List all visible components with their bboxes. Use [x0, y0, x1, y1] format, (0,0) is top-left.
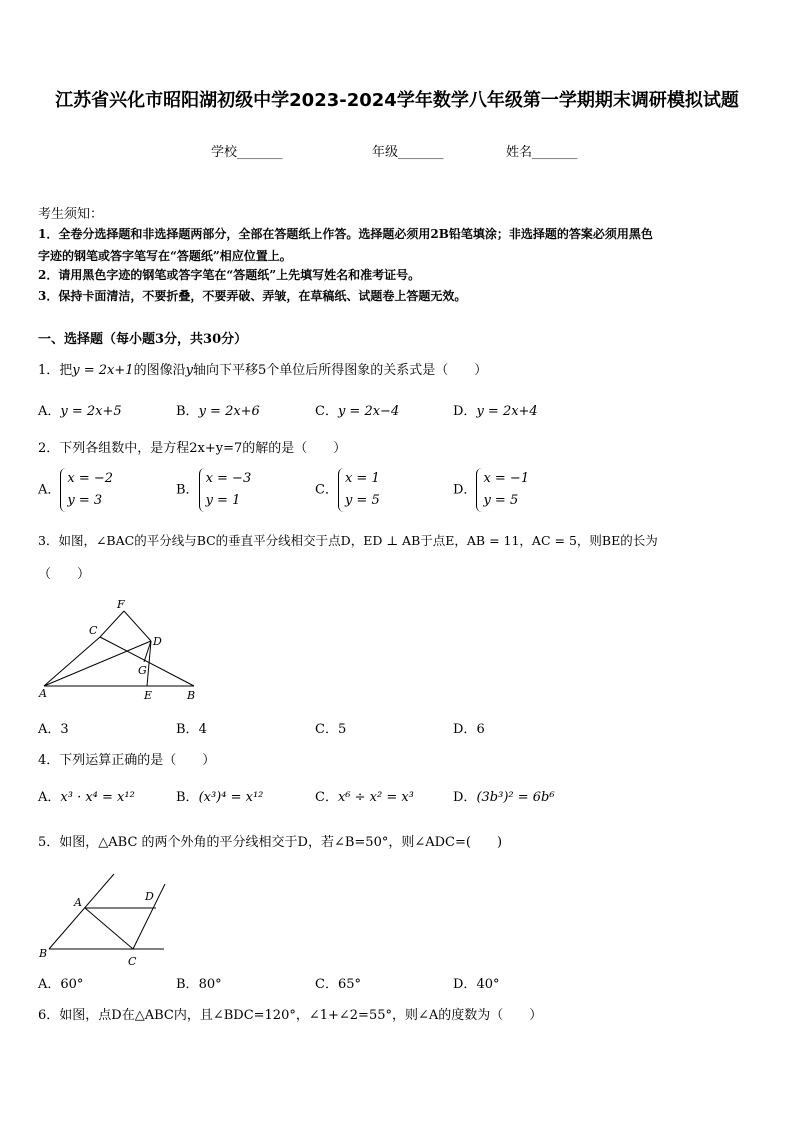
option-label: A． — [38, 482, 61, 498]
option-label: C． — [315, 790, 338, 805]
option-value: 60° — [60, 977, 84, 992]
q5-option-d[interactable] — [453, 973, 499, 992]
label-a: A — [74, 896, 82, 909]
option-label: B． — [176, 482, 199, 498]
question-5: 5．如图，△ABC 的两个外角的平分线相交于D，若∠B=50°，则∠ADC=( ) — [38, 835, 503, 850]
q3-figure — [36, 595, 206, 705]
segment-cf — [100, 611, 124, 637]
label-c: C — [89, 624, 98, 637]
system-line-1: x = 1 — [344, 471, 380, 486]
question-1 — [38, 359, 487, 378]
notice-item-3: 3．保持卡面清洁，不要折叠，不要弄破、弄皱，在草稿纸、试题卷上答题无效。 — [38, 289, 467, 303]
notice-heading: 考生须知： — [38, 207, 104, 222]
question-4: 4．下列运算正确的是（ ） — [38, 753, 216, 768]
q5-option-c[interactable] — [315, 973, 361, 992]
school-field: 学校_______ — [211, 145, 283, 160]
q4-option-d[interactable] — [453, 786, 555, 805]
question-6: 6．如图，点D在△ABC内，且∠BDC=120°，∠1+∠2=55°，则∠A的度数为（ ） — [38, 1008, 543, 1023]
label-f: F — [117, 598, 125, 611]
q1-var: y — [185, 363, 193, 378]
q5-figure — [36, 872, 176, 970]
label-a: A — [39, 687, 47, 700]
q4-option-a[interactable] — [38, 786, 135, 805]
line-ba-extended — [49, 874, 114, 949]
option-value: y = 2x−4 — [337, 404, 400, 419]
q3-option-d[interactable] — [453, 718, 485, 737]
system-line-2: y = 5 — [344, 493, 380, 508]
equation-system — [338, 468, 380, 512]
q5-option-b[interactable] — [176, 973, 222, 992]
option-label: D． — [453, 722, 477, 737]
segment-ac — [44, 637, 100, 686]
q3-option-a[interactable] — [38, 718, 69, 737]
q1-option-c[interactable] — [315, 400, 399, 419]
segment-ad — [44, 641, 151, 686]
system-line-2: y = 5 — [483, 493, 519, 508]
section-heading: 一、选择题（每小题3分，共30分） — [38, 332, 248, 347]
q4-option-c[interactable] — [315, 786, 414, 805]
q5-option-a[interactable] — [38, 973, 83, 992]
q2-option-a[interactable] — [38, 468, 113, 512]
segment-ac — [85, 908, 133, 949]
option-value: 4 — [198, 722, 207, 737]
option-label: B． — [176, 722, 199, 737]
q1-option-d[interactable] — [453, 400, 538, 419]
label-c: C — [128, 955, 137, 968]
q1-num: 1．把 — [38, 363, 73, 378]
q4-option-b[interactable] — [176, 786, 263, 805]
q2-option-d[interactable] — [453, 468, 529, 512]
equation-system — [199, 468, 252, 512]
label-d: D — [145, 890, 154, 903]
q1-tail: 轴向下平移5个单位后所得图象的关系式是（ ） — [192, 363, 488, 378]
option-value: 6 — [476, 722, 485, 737]
label-g: G — [138, 664, 147, 677]
option-label: A． — [38, 722, 61, 737]
equation-system — [476, 468, 529, 512]
option-label: D． — [453, 482, 477, 498]
option-label: C． — [315, 977, 338, 992]
equation-system — [60, 468, 113, 512]
option-value: 65° — [337, 977, 361, 992]
q1-option-b[interactable] — [176, 400, 260, 419]
option-value: (3b³)² = 6b⁶ — [476, 790, 555, 805]
option-value: 40° — [476, 977, 500, 992]
option-value: 5 — [337, 722, 347, 737]
system-line-2: y = 1 — [205, 493, 241, 508]
system-line-2: y = 3 — [67, 493, 103, 508]
option-label: B． — [176, 404, 199, 419]
option-value: (x³)⁴ = x¹² — [198, 790, 264, 805]
q1-option-a[interactable] — [38, 400, 122, 419]
segment-fd — [124, 611, 151, 641]
notice-item-1-cont: 字迹的钢笔或答字笔写在“答题纸”相应位置上。 — [38, 249, 292, 263]
option-label: C． — [315, 404, 338, 419]
label-e: E — [144, 689, 153, 702]
notice-item-2: 2．请用黑色字迹的钢笔或答字笔在“答题纸”上先填写姓名和准考证号。 — [38, 268, 421, 282]
option-value: y = 2x+5 — [60, 404, 122, 419]
question-3: 3．如图，∠BAC的平分线与BC的垂直平分线相交于点D，ED ⊥ AB于点E，AB = 11，AC = 5，则BE的长为 — [38, 533, 658, 548]
label-b: B — [39, 947, 48, 960]
system-line-1: x = −3 — [205, 471, 252, 486]
q1-mid: 的图像沿 — [133, 363, 186, 378]
notice-item-1: 1．全卷分选择题和非选择题两部分，全部在答题纸上作答。选择题必须用2B铅笔填涂；非选择题的答案必须用黑色 — [38, 227, 653, 241]
name-field: 姓名_______ — [506, 145, 578, 160]
option-label: D． — [453, 790, 477, 805]
question-3-paren: （ ） — [38, 567, 91, 582]
option-label: C． — [315, 482, 338, 498]
q3-option-c[interactable] — [315, 718, 346, 737]
q2-option-b[interactable] — [176, 468, 251, 512]
option-label: B． — [176, 977, 199, 992]
option-label: C． — [315, 722, 338, 737]
q1-expr: y = 2x+1 — [72, 363, 134, 378]
label-b: B — [187, 689, 196, 702]
option-value: y = 2x+4 — [476, 404, 538, 419]
system-line-1: x = −1 — [483, 471, 530, 486]
option-label: B． — [176, 790, 199, 805]
option-label: A． — [38, 404, 61, 419]
option-value: x⁶ ÷ x² = x³ — [337, 790, 414, 805]
option-value: 3 — [60, 722, 69, 737]
option-value: 80° — [198, 977, 222, 992]
grade-field: 年级_______ — [372, 145, 444, 160]
q2-option-c[interactable] — [315, 468, 380, 512]
option-label: A． — [38, 790, 61, 805]
option-value: x³ · x⁴ = x¹² — [60, 790, 135, 805]
q3-option-b[interactable] — [176, 718, 207, 737]
segment-cb — [100, 637, 194, 686]
option-label: A． — [38, 977, 61, 992]
option-value: y = 2x+6 — [198, 404, 260, 419]
option-label: D． — [453, 404, 477, 419]
label-d: D — [153, 635, 162, 648]
option-label: D． — [453, 977, 477, 992]
system-line-1: x = −2 — [67, 471, 114, 486]
question-2: 2．下列各组数中，是方程2x+y=7的解的是（ ） — [38, 441, 347, 456]
exam-title: 江苏省兴化市昭阳湖初级中学2023-2024学年数学八年级第一学期期末调研模拟试题 — [55, 90, 739, 111]
